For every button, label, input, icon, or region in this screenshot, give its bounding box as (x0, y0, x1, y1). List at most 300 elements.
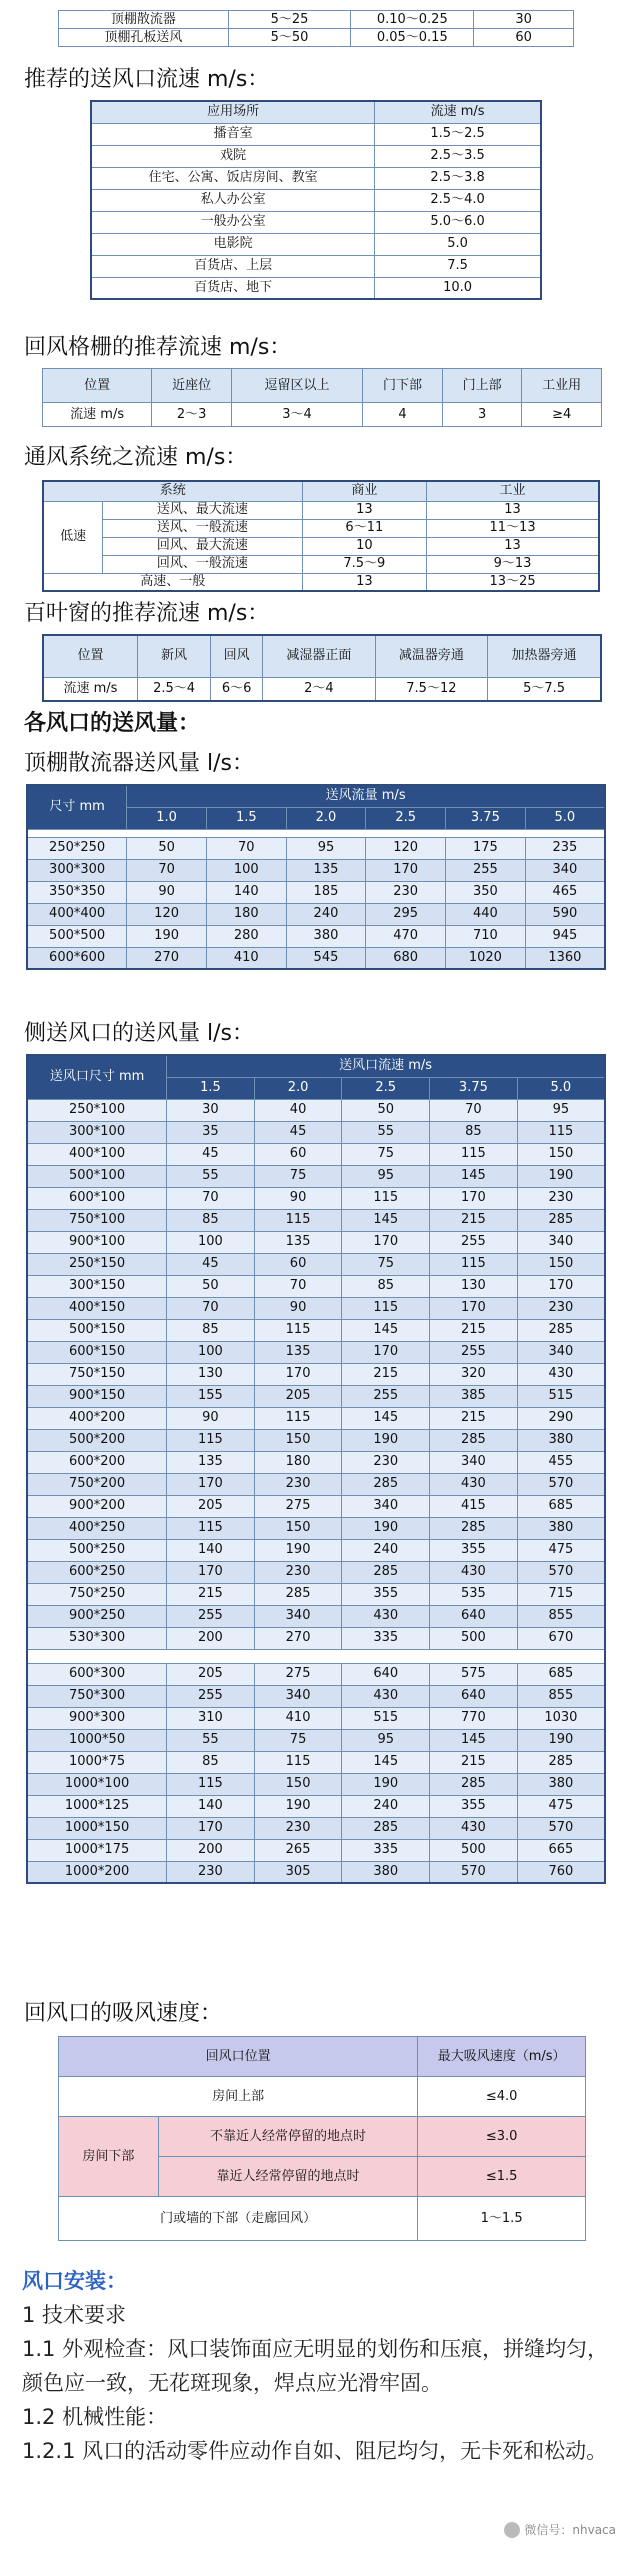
cell: 475 (517, 1795, 605, 1817)
louver-table (42, 634, 602, 702)
cell: 百货店、地下 (91, 277, 375, 299)
cell: 2～4 (263, 677, 375, 701)
cell: 415 (430, 1495, 518, 1517)
cell: 340 (430, 1451, 518, 1473)
table-row (27, 1517, 605, 1539)
cell: 235 (525, 837, 605, 859)
cell: 255 (430, 1341, 518, 1363)
cell: 1000*100 (27, 1773, 167, 1795)
cell: 270 (254, 1627, 342, 1649)
col-header: 门上部 (442, 369, 522, 403)
cell: 500*200 (27, 1429, 167, 1451)
cell: 190 (517, 1729, 605, 1751)
watermark (504, 2521, 616, 2538)
cell: 13～25 (427, 573, 599, 591)
cell: 900*150 (27, 1385, 167, 1407)
cell: 900*100 (27, 1231, 167, 1253)
group-label: 低速 (43, 501, 103, 573)
table-row (27, 1121, 605, 1143)
cell: 45 (167, 1253, 255, 1275)
cell: 750*150 (27, 1363, 167, 1385)
cell: 75 (342, 1253, 430, 1275)
vent-title: 通风系统之流速 m/s： (24, 445, 248, 470)
cell: 45 (167, 1143, 255, 1165)
cell: 2.5～4.0 (375, 189, 541, 211)
supply-title: 推荐的送风口流速 m/s： (24, 67, 270, 92)
cell: 75 (254, 1165, 342, 1187)
cell: 住宅、公寓、饭店房间、教室 (91, 167, 375, 189)
cell: 90 (167, 1407, 255, 1429)
cell: 215 (430, 1209, 518, 1231)
cell: 140 (167, 1795, 255, 1817)
table-row (27, 1561, 605, 1583)
cell: 5.0～6.0 (375, 211, 541, 233)
cell: 340 (517, 1231, 605, 1253)
side-title: 侧送风口的送风量 l/s： (24, 1021, 254, 1046)
cell: 6～6 (211, 677, 263, 701)
suction-title: 回风口的吸风速度： (24, 2001, 223, 2026)
cell: 305 (254, 1861, 342, 1883)
table-row (27, 1385, 605, 1407)
cell: 70 (254, 1275, 342, 1297)
cell: 115 (254, 1209, 342, 1231)
cell: 170 (342, 1231, 430, 1253)
cell: 100 (167, 1231, 255, 1253)
cell: 190 (342, 1773, 430, 1795)
cell: 255 (446, 859, 526, 881)
cell: 流速 m/s (43, 677, 137, 701)
cell: 1000*175 (27, 1839, 167, 1861)
cell: 335 (342, 1839, 430, 1861)
diffuser-title: 顶棚散流器送风量 l/s： (24, 751, 254, 776)
speed-header: 5.0 (517, 1077, 605, 1099)
cell: 750*250 (27, 1583, 167, 1605)
cell: 70 (430, 1099, 518, 1121)
cell: 230 (167, 1861, 255, 1883)
cell: 410 (254, 1707, 342, 1729)
cell: 770 (430, 1707, 518, 1729)
cell: 255 (167, 1605, 255, 1627)
cell: 0.10～0.25 (351, 11, 474, 29)
cell: 900*250 (27, 1605, 167, 1627)
cell: ≤4.0 (418, 2077, 586, 2117)
cell: 180 (254, 1451, 342, 1473)
cell: 1020 (446, 947, 526, 969)
cell: 285 (517, 1319, 605, 1341)
cell: 120 (127, 903, 207, 925)
table-row (27, 1817, 605, 1839)
cell: 380 (517, 1773, 605, 1795)
table-row (27, 1495, 605, 1517)
header-row (43, 481, 599, 501)
cell: 95 (517, 1099, 605, 1121)
cell: 600*100 (27, 1187, 167, 1209)
cell: 340 (254, 1685, 342, 1707)
cell: 不靠近人经常停留的地点时 (158, 2117, 417, 2157)
cell: 95 (286, 837, 366, 859)
watermark-text: 微信号：nhvaca (524, 2523, 616, 2537)
cell: 高速、一般 (43, 573, 302, 591)
cell: 475 (517, 1539, 605, 1561)
cell: 430 (430, 1473, 518, 1495)
install-p3: 1.2 机械性能： (22, 2405, 168, 2429)
cell: 3 (442, 403, 522, 427)
cell: 500*150 (27, 1319, 167, 1341)
table-row (43, 555, 599, 573)
table-row (27, 1663, 605, 1685)
table-row (27, 1685, 605, 1707)
speed-header: 3.75 (430, 1077, 518, 1099)
table-row (27, 1451, 605, 1473)
cell: 570 (517, 1817, 605, 1839)
table-row (27, 1583, 605, 1605)
cell: 430 (430, 1561, 518, 1583)
cell: 145 (342, 1751, 430, 1773)
table-row (43, 537, 599, 555)
table-row (27, 1839, 605, 1861)
cell: 470 (366, 925, 446, 947)
cell: 3～4 (231, 403, 362, 427)
cell: 1000*150 (27, 1817, 167, 1839)
col-header: 门下部 (363, 369, 443, 403)
cell: 房间上部 (59, 2077, 418, 2117)
cell: 750*200 (27, 1473, 167, 1495)
cell: 1000*75 (27, 1751, 167, 1773)
cell: 7.5～12 (375, 677, 487, 701)
cell: 190 (127, 925, 207, 947)
col-header: 回风口位置 (59, 2037, 418, 2077)
col-header: 近座位 (152, 369, 232, 403)
col-header: 减湿器正面 (263, 635, 375, 677)
cell: 145 (430, 1729, 518, 1751)
cell: 10.0 (375, 277, 541, 299)
diffuser-table (26, 784, 606, 970)
cell: 130 (167, 1363, 255, 1385)
col-header: 最大吸风速度（m/s） (418, 2037, 586, 2077)
cell: 2.5～3.5 (375, 145, 541, 167)
cell: 0.05～0.15 (351, 29, 474, 47)
cell: 285 (342, 1561, 430, 1583)
cell: 75 (342, 1143, 430, 1165)
cell: 90 (127, 881, 207, 903)
cell: 送风、最大流速 (103, 501, 302, 519)
cell: 175 (446, 837, 526, 859)
cell: 640 (430, 1605, 518, 1627)
cell: 340 (525, 859, 605, 881)
cell: 535 (430, 1583, 518, 1605)
cell: 100 (206, 859, 286, 881)
cell: 400*400 (27, 903, 127, 925)
install-p2: 1.1 外观检查：风口装饰面应无明显的划伤和压痕，拼缝均匀，颜色应一致，无花斑现象，焊点应光滑牢固。 (22, 2337, 609, 2395)
cell: 130 (430, 1275, 518, 1297)
cell: 230 (517, 1297, 605, 1319)
cell: 115 (254, 1407, 342, 1429)
cell: 1030 (517, 1707, 605, 1729)
table-row (27, 1275, 605, 1297)
cell: 200 (167, 1839, 255, 1861)
cell: 665 (517, 1839, 605, 1861)
col-header: 加热器旁通 (488, 635, 601, 677)
cell: 5～25 (228, 11, 351, 29)
cell: 190 (342, 1517, 430, 1539)
cell: 115 (342, 1297, 430, 1319)
cell: 1000*50 (27, 1729, 167, 1751)
table-row (27, 859, 605, 881)
cell: 95 (342, 1165, 430, 1187)
cell: 280 (206, 925, 286, 947)
cell: 215 (430, 1751, 518, 1773)
cell: 230 (366, 881, 446, 903)
return-grille-table (42, 368, 602, 427)
cell: 355 (342, 1583, 430, 1605)
cell: 115 (167, 1429, 255, 1451)
vent-velocity-table (42, 480, 600, 592)
cell: 一般办公室 (91, 211, 375, 233)
cell: 205 (167, 1663, 255, 1685)
table-row (91, 167, 541, 189)
cell: 640 (342, 1663, 430, 1685)
cell: 545 (286, 947, 366, 969)
install-block (22, 2264, 612, 2468)
cell: 85 (167, 1751, 255, 1773)
cell: 355 (430, 1539, 518, 1561)
table-row (27, 1319, 605, 1341)
cell: 40 (254, 1099, 342, 1121)
cell: 570 (517, 1561, 605, 1583)
cell: 115 (430, 1143, 518, 1165)
cell: 4 (363, 403, 443, 427)
col-header: 流速 m/s (375, 101, 541, 123)
cell: ≥4 (522, 403, 602, 427)
cell: 145 (430, 1165, 518, 1187)
cell: 2～3 (152, 403, 232, 427)
cell: 685 (517, 1495, 605, 1517)
cell: 190 (517, 1165, 605, 1187)
cell: 播音室 (91, 123, 375, 145)
cell: 270 (127, 947, 207, 969)
col-header: 新风 (137, 635, 210, 677)
cell: 1.5～2.5 (375, 123, 541, 145)
table-row (27, 1231, 605, 1253)
cell: 570 (517, 1473, 605, 1495)
table-row (27, 903, 605, 925)
cell: 120 (366, 837, 446, 859)
cell: 60 (254, 1253, 342, 1275)
cell: 115 (517, 1121, 605, 1143)
cell: 710 (446, 925, 526, 947)
cell: 430 (517, 1363, 605, 1385)
cell: 215 (342, 1363, 430, 1385)
cell: 115 (167, 1517, 255, 1539)
cell: 185 (286, 881, 366, 903)
col-header: 工业用 (522, 369, 602, 403)
cell: 50 (167, 1275, 255, 1297)
cell: 430 (430, 1817, 518, 1839)
table-row (27, 1773, 605, 1795)
install-p4: 1.2.1 风口的活动零件应动作自如、阻尼均匀，无卡死和松动。 (22, 2439, 608, 2463)
cell: 500 (430, 1839, 518, 1861)
cell: 500 (430, 1627, 518, 1649)
cell: 170 (342, 1341, 430, 1363)
speed-header: 1.0 (127, 807, 207, 829)
cell: 300*150 (27, 1275, 167, 1297)
cell: 140 (167, 1539, 255, 1561)
cell: 285 (517, 1751, 605, 1773)
table-row (27, 925, 605, 947)
col-header: 逗留区以上 (231, 369, 362, 403)
table-row (91, 255, 541, 277)
cell: 6～11 (302, 519, 427, 537)
cell: 90 (254, 1297, 342, 1319)
cell: 575 (430, 1663, 518, 1685)
cell: 285 (430, 1773, 518, 1795)
cell: 10 (302, 537, 427, 555)
cell: 95 (342, 1729, 430, 1751)
cell: 500*500 (27, 925, 127, 947)
cell: 285 (342, 1817, 430, 1839)
cell: 45 (254, 1121, 342, 1143)
cell: 285 (254, 1583, 342, 1605)
cell: 600*150 (27, 1341, 167, 1363)
cell: 240 (342, 1795, 430, 1817)
cell: 855 (517, 1685, 605, 1707)
side-corner: 送风口尺寸 mm (27, 1055, 167, 1099)
cell: 100 (167, 1341, 255, 1363)
cell: 135 (254, 1231, 342, 1253)
cell: 180 (206, 903, 286, 925)
cell: 85 (167, 1209, 255, 1231)
spacer-row (27, 1649, 605, 1663)
cell: 285 (430, 1429, 518, 1451)
cell: 门或墙的下部（走廊回风） (59, 2197, 418, 2241)
cell: 455 (517, 1451, 605, 1473)
cell: 430 (342, 1685, 430, 1707)
cell: 685 (517, 1663, 605, 1685)
cell: 60 (254, 1143, 342, 1165)
cell: 115 (254, 1751, 342, 1773)
cell: 255 (342, 1385, 430, 1407)
speed-header: 1.5 (206, 807, 286, 829)
install-title: 风口安装： (22, 2269, 127, 2293)
col-header: 减温器旁通 (375, 635, 487, 677)
cell: ≤3.0 (418, 2117, 586, 2157)
cell: 135 (286, 859, 366, 881)
cell: 135 (254, 1341, 342, 1363)
cell: 600*200 (27, 1451, 167, 1473)
cell: 50 (342, 1099, 430, 1121)
cell: 300*300 (27, 859, 127, 881)
table-row (27, 1861, 605, 1883)
cell: 400*250 (27, 1517, 167, 1539)
cell: ≤1.5 (418, 2157, 586, 2197)
cell: 1～1.5 (418, 2197, 586, 2241)
cell: 170 (430, 1187, 518, 1209)
cell: 7.5～9 (302, 555, 427, 573)
cell: 11～13 (427, 519, 599, 537)
cell: 400*100 (27, 1143, 167, 1165)
table-row (27, 1707, 605, 1729)
cell: 170 (167, 1817, 255, 1839)
cell: 靠近人经常停留的地点时 (158, 2157, 417, 2197)
table-row (27, 1187, 605, 1209)
cell: 1000*125 (27, 1795, 167, 1817)
cell: 190 (254, 1539, 342, 1561)
cell: 230 (517, 1187, 605, 1209)
cell: 295 (366, 903, 446, 925)
table-row (43, 519, 599, 537)
cell: 600*250 (27, 1561, 167, 1583)
suction-table (58, 2036, 586, 2241)
cell: 275 (254, 1663, 342, 1685)
col-header: 位置 (43, 369, 152, 403)
cell: 155 (167, 1385, 255, 1407)
cell: 170 (167, 1561, 255, 1583)
cell: 170 (366, 859, 446, 881)
cell: 流速 m/s (43, 403, 152, 427)
table-row (27, 1143, 605, 1165)
cell: 230 (254, 1561, 342, 1583)
cell: 205 (167, 1495, 255, 1517)
cell: 190 (254, 1795, 342, 1817)
cell: 250*150 (27, 1253, 167, 1275)
cell: 115 (167, 1773, 255, 1795)
cell: 600*300 (27, 1663, 167, 1685)
cell: 85 (167, 1319, 255, 1341)
cell: 340 (254, 1605, 342, 1627)
cell: 2.5～4 (137, 677, 210, 701)
cell: 70 (127, 859, 207, 881)
side-group: 送风口流速 m/s (167, 1055, 605, 1077)
cell: 340 (342, 1495, 430, 1517)
cell: 945 (525, 925, 605, 947)
cell: 385 (430, 1385, 518, 1407)
cell: 265 (254, 1839, 342, 1861)
cell: 400*150 (27, 1297, 167, 1319)
cell: 230 (342, 1451, 430, 1473)
cell: 35 (167, 1121, 255, 1143)
col-header: 应用场所 (91, 101, 375, 123)
top-flow-table (58, 10, 574, 47)
cell: 送风、一般流速 (103, 519, 302, 537)
table-row (27, 1729, 605, 1751)
cell: 900*200 (27, 1495, 167, 1517)
speed-header: 2.0 (254, 1077, 342, 1099)
cell: 回风、最大流速 (103, 537, 302, 555)
cell: 285 (430, 1517, 518, 1539)
cell: 140 (206, 881, 286, 903)
cell: 1360 (525, 947, 605, 969)
cell: 670 (517, 1627, 605, 1649)
spacer (27, 1649, 605, 1663)
table-row (91, 233, 541, 255)
cell: 380 (342, 1861, 430, 1883)
cell: 5～7.5 (488, 677, 601, 701)
col-header: 商业 (302, 481, 427, 501)
cell: 房间下部 (59, 2117, 159, 2197)
cell: 350 (446, 881, 526, 903)
diffuser-corner: 尺寸 mm (27, 785, 127, 829)
cell: 400*200 (27, 1407, 167, 1429)
cell: 255 (167, 1685, 255, 1707)
table-row (91, 277, 541, 299)
cell: 90 (254, 1187, 342, 1209)
cell: 240 (342, 1539, 430, 1561)
table-row (91, 123, 541, 145)
cell: 170 (167, 1473, 255, 1495)
cell: 205 (254, 1385, 342, 1407)
table-row (27, 1539, 605, 1561)
cell: 240 (286, 903, 366, 925)
